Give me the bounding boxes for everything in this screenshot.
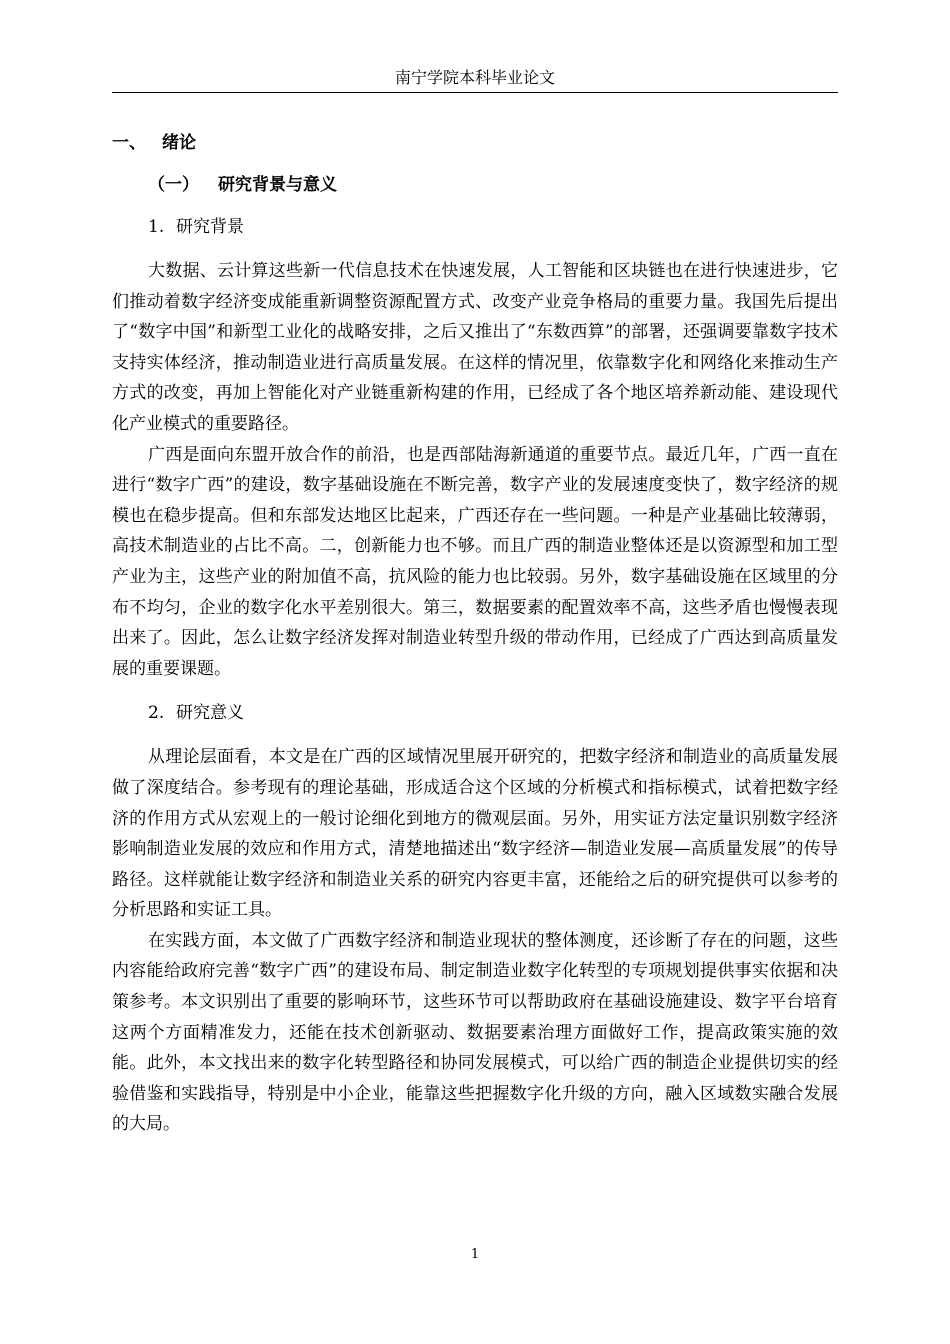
chapter-number: 一、	[112, 133, 146, 153]
page-footer	[0, 1246, 950, 1264]
subsection-title: 研究背景	[176, 217, 244, 237]
subsection-title: 研究意义	[176, 703, 244, 724]
subsection-number: 1.	[148, 217, 165, 237]
body-paragraph: 从理论层面看，本文是在广西的区域情况里展开研究的，把数字经济和制造业的高质量发展做了深度结合。参考现有的理论基础，形成适合这个区域的分析模式和指标模式，试着把数字经济的作用方式从宏观上的一般讨论细化到地方的微观层面。另外，用实证方法定量识别数字经济影响制造业发展的效应和作用方式，清楚地描述出“数字经济—制造业发展—高质量发展”的传导路径。这样就能让数字经济和制造业关系的研究内容更丰富，还能给之后的研究提供可以参考的分析思路和实证工具。	[112, 747, 838, 921]
page-number: 1	[470, 1247, 480, 1262]
subsection-heading-significance	[148, 698, 838, 728]
section-heading	[148, 170, 838, 200]
subsection-heading-background	[148, 212, 838, 242]
chapter-heading	[112, 128, 838, 158]
section-number: （一）	[148, 175, 199, 195]
header-title: 南宁学院本科毕业论文	[394, 68, 555, 87]
chapter-title: 绪论	[162, 133, 196, 153]
running-header	[112, 66, 838, 93]
page-body	[112, 128, 838, 1140]
body-paragraph: 在实践方面，本文做了广西数字经济和制造业现状的整体测度，还诊断了存在的问题，这些内容能给政府完善“数字广西”的建设布局、制定制造业数字化转型的专项规划提供事实依据和决策参考。本文识别出了重要的影响环节，这些环节可以帮助政府在基础设施建设、数字平台培育这两个方面精准发力，还能在技术创新驱动、数据要素治理方面做好工作，提高政策实施的效能。此外，本文找出来的数字化转型路径和协同发展模式，可以给广西的制造企业提供切实的经验借鉴和实践指导，特别是中小企业，能靠这些把握数字化升级的方向，融入区域数实融合发展的大局。	[112, 930, 838, 1135]
body-paragraph: 大数据、云计算这些新一代信息技术在快速发展，人工智能和区块链也在进行快速进步，它们推动着数字经济变成能重新调整资源配置方式、改变产业竞争格局的重要力量。我国先后提出了“数字中国”和新型工业化的战略安排，之后又推出了“东数西算”的部署，还强调要靠数字技术支持实体经济，推动制造业进行高质量发展。在这样的情况里，依靠数字化和网络化来推动生产方式的改变，再加上智能化对产业链重新构建的作用，已经成了各个地区培养新动能、建设现代化产业模式的重要路径。	[112, 261, 838, 434]
subsection-number: 2.	[148, 703, 165, 724]
section-title: 研究背景与意义	[218, 175, 337, 195]
body-paragraph: 广西是面向东盟开放合作的前沿，也是西部陆海新通道的重要节点。最近几年，广西一直在进行“数字广西”的建设，数字基础设施在不断完善，数字产业的发展速度变快了，数字经济的规模也在稳步提高。但和东部发达地区比起来，广西还存在一些问题。一种是产业基础比较薄弱，高技术制造业的占比不高。二，创新能力也不够。而且广西的制造业整体还是以资源型和加工型产业为主，这些产业的附加值不高，抗风险的能力也比较弱。另外，数字基础设施在区域里的分布不均匀，企业的数字化水平差别很大。第三，数据要素的配置效率不高，这些矛盾也慢慢表现出来了。因此，怎么让数字经济发挥对制造业转型升级的带动作用，已经成了广西达到高质量发展的重要课题。	[112, 444, 838, 679]
